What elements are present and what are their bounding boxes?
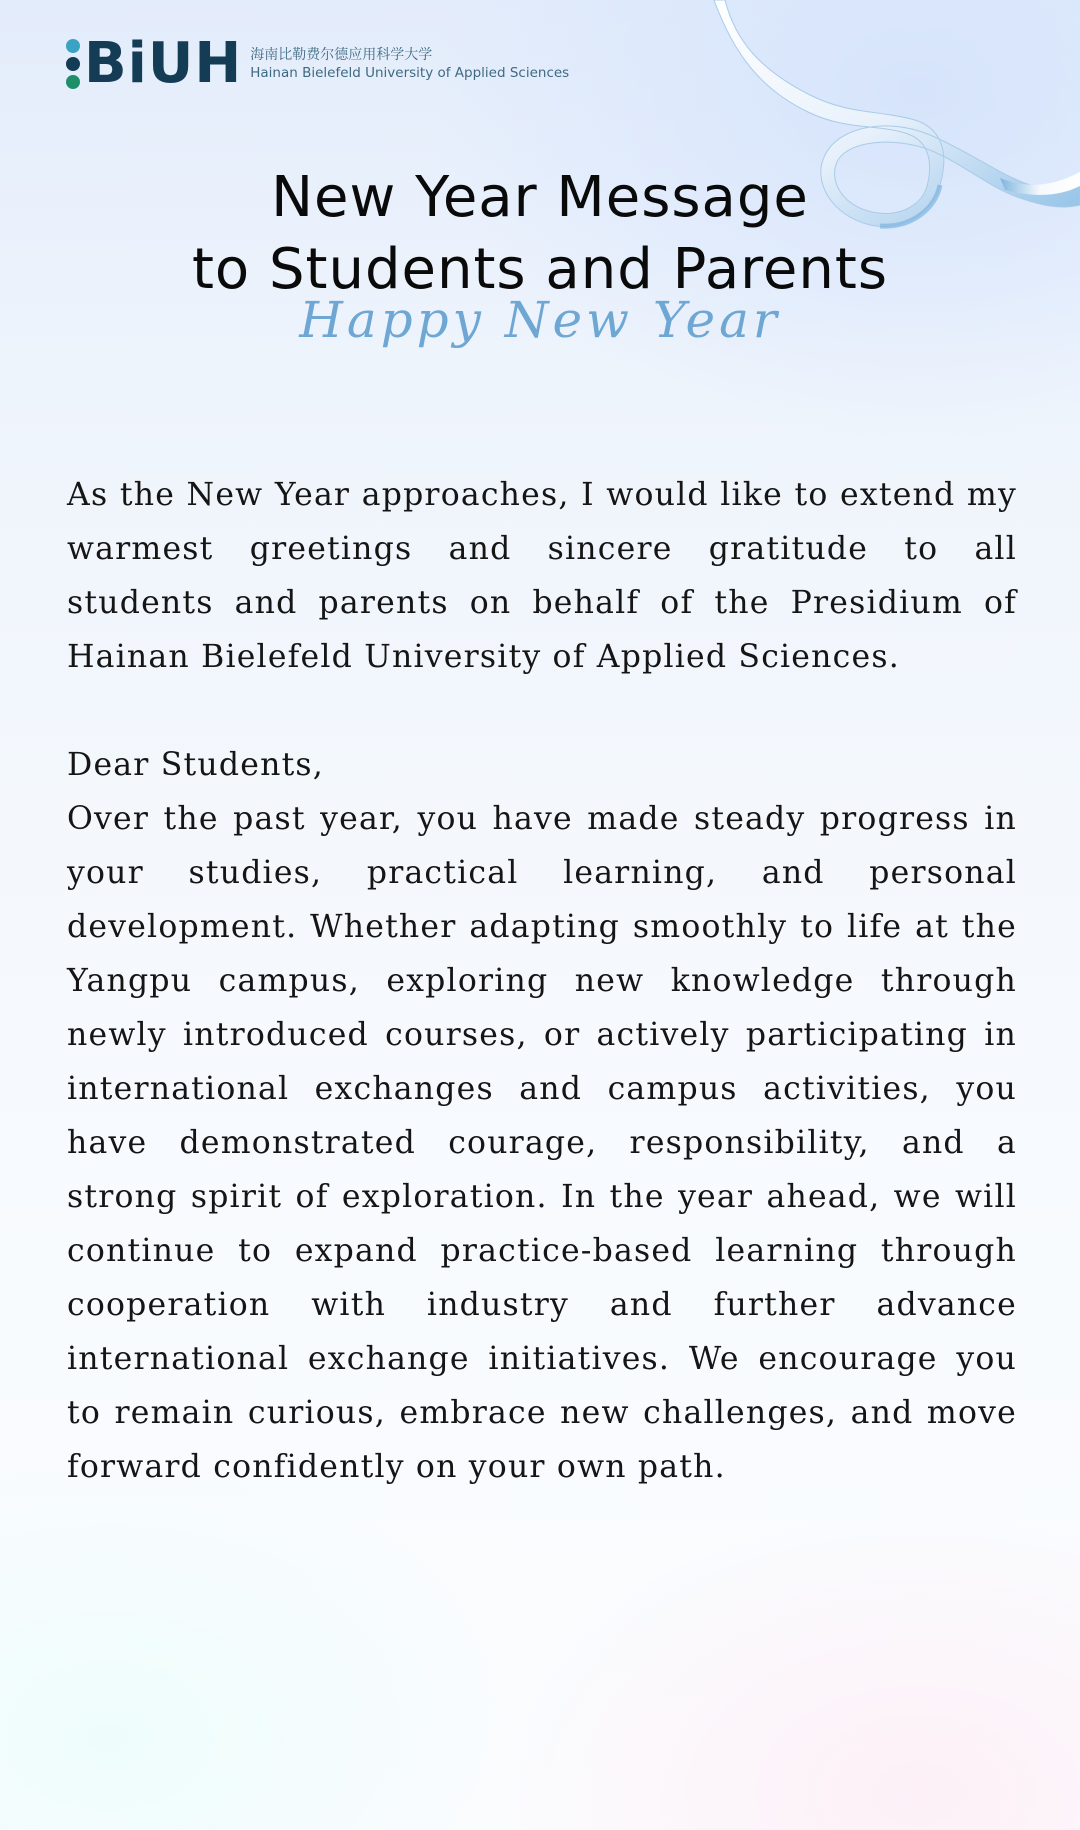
logo-text xyxy=(250,46,569,82)
script-subtitle: Happy New Year xyxy=(299,291,781,349)
logo-name-en: Hainan Bielefeld University of Applied Sciences xyxy=(250,65,570,81)
university-logo xyxy=(66,31,570,96)
intro-paragraph: As the New Year approaches, I would like to extend my warmest greetings and sincere gratitude to all students and parents on behalf of the Presidium of Hainan Bielefeld University of Applied Sciences. xyxy=(67,477,1017,675)
logo-name-cn: 海南比勒费尔德应用科学大学 xyxy=(250,47,433,63)
logo-mark: BiUH xyxy=(84,31,243,96)
students-paragraph: Over the past year, you have made steady progress in your studies, practical learning, and personal development. Whether adapting smoothly to life at the Yangpu campus, exploring new knowledge through newly introduced courses, or actively participating in international exchanges and campus activities, you have demonstrated courage, responsibility, and a strong spirit of exploration. In the year ahead, we will continue to expand practice-based learning through cooperation with industry and further advance international exchange initiatives. We encourage you to remain curious, embrace new challenges, and move forward confidently on your own path. xyxy=(67,801,1017,1485)
page-title-line2: to Students and Parents xyxy=(191,237,889,302)
greeting: Dear Students, xyxy=(67,747,325,783)
page-title-line1: New Year Message xyxy=(271,165,809,230)
logo-dots-icon xyxy=(66,39,80,89)
